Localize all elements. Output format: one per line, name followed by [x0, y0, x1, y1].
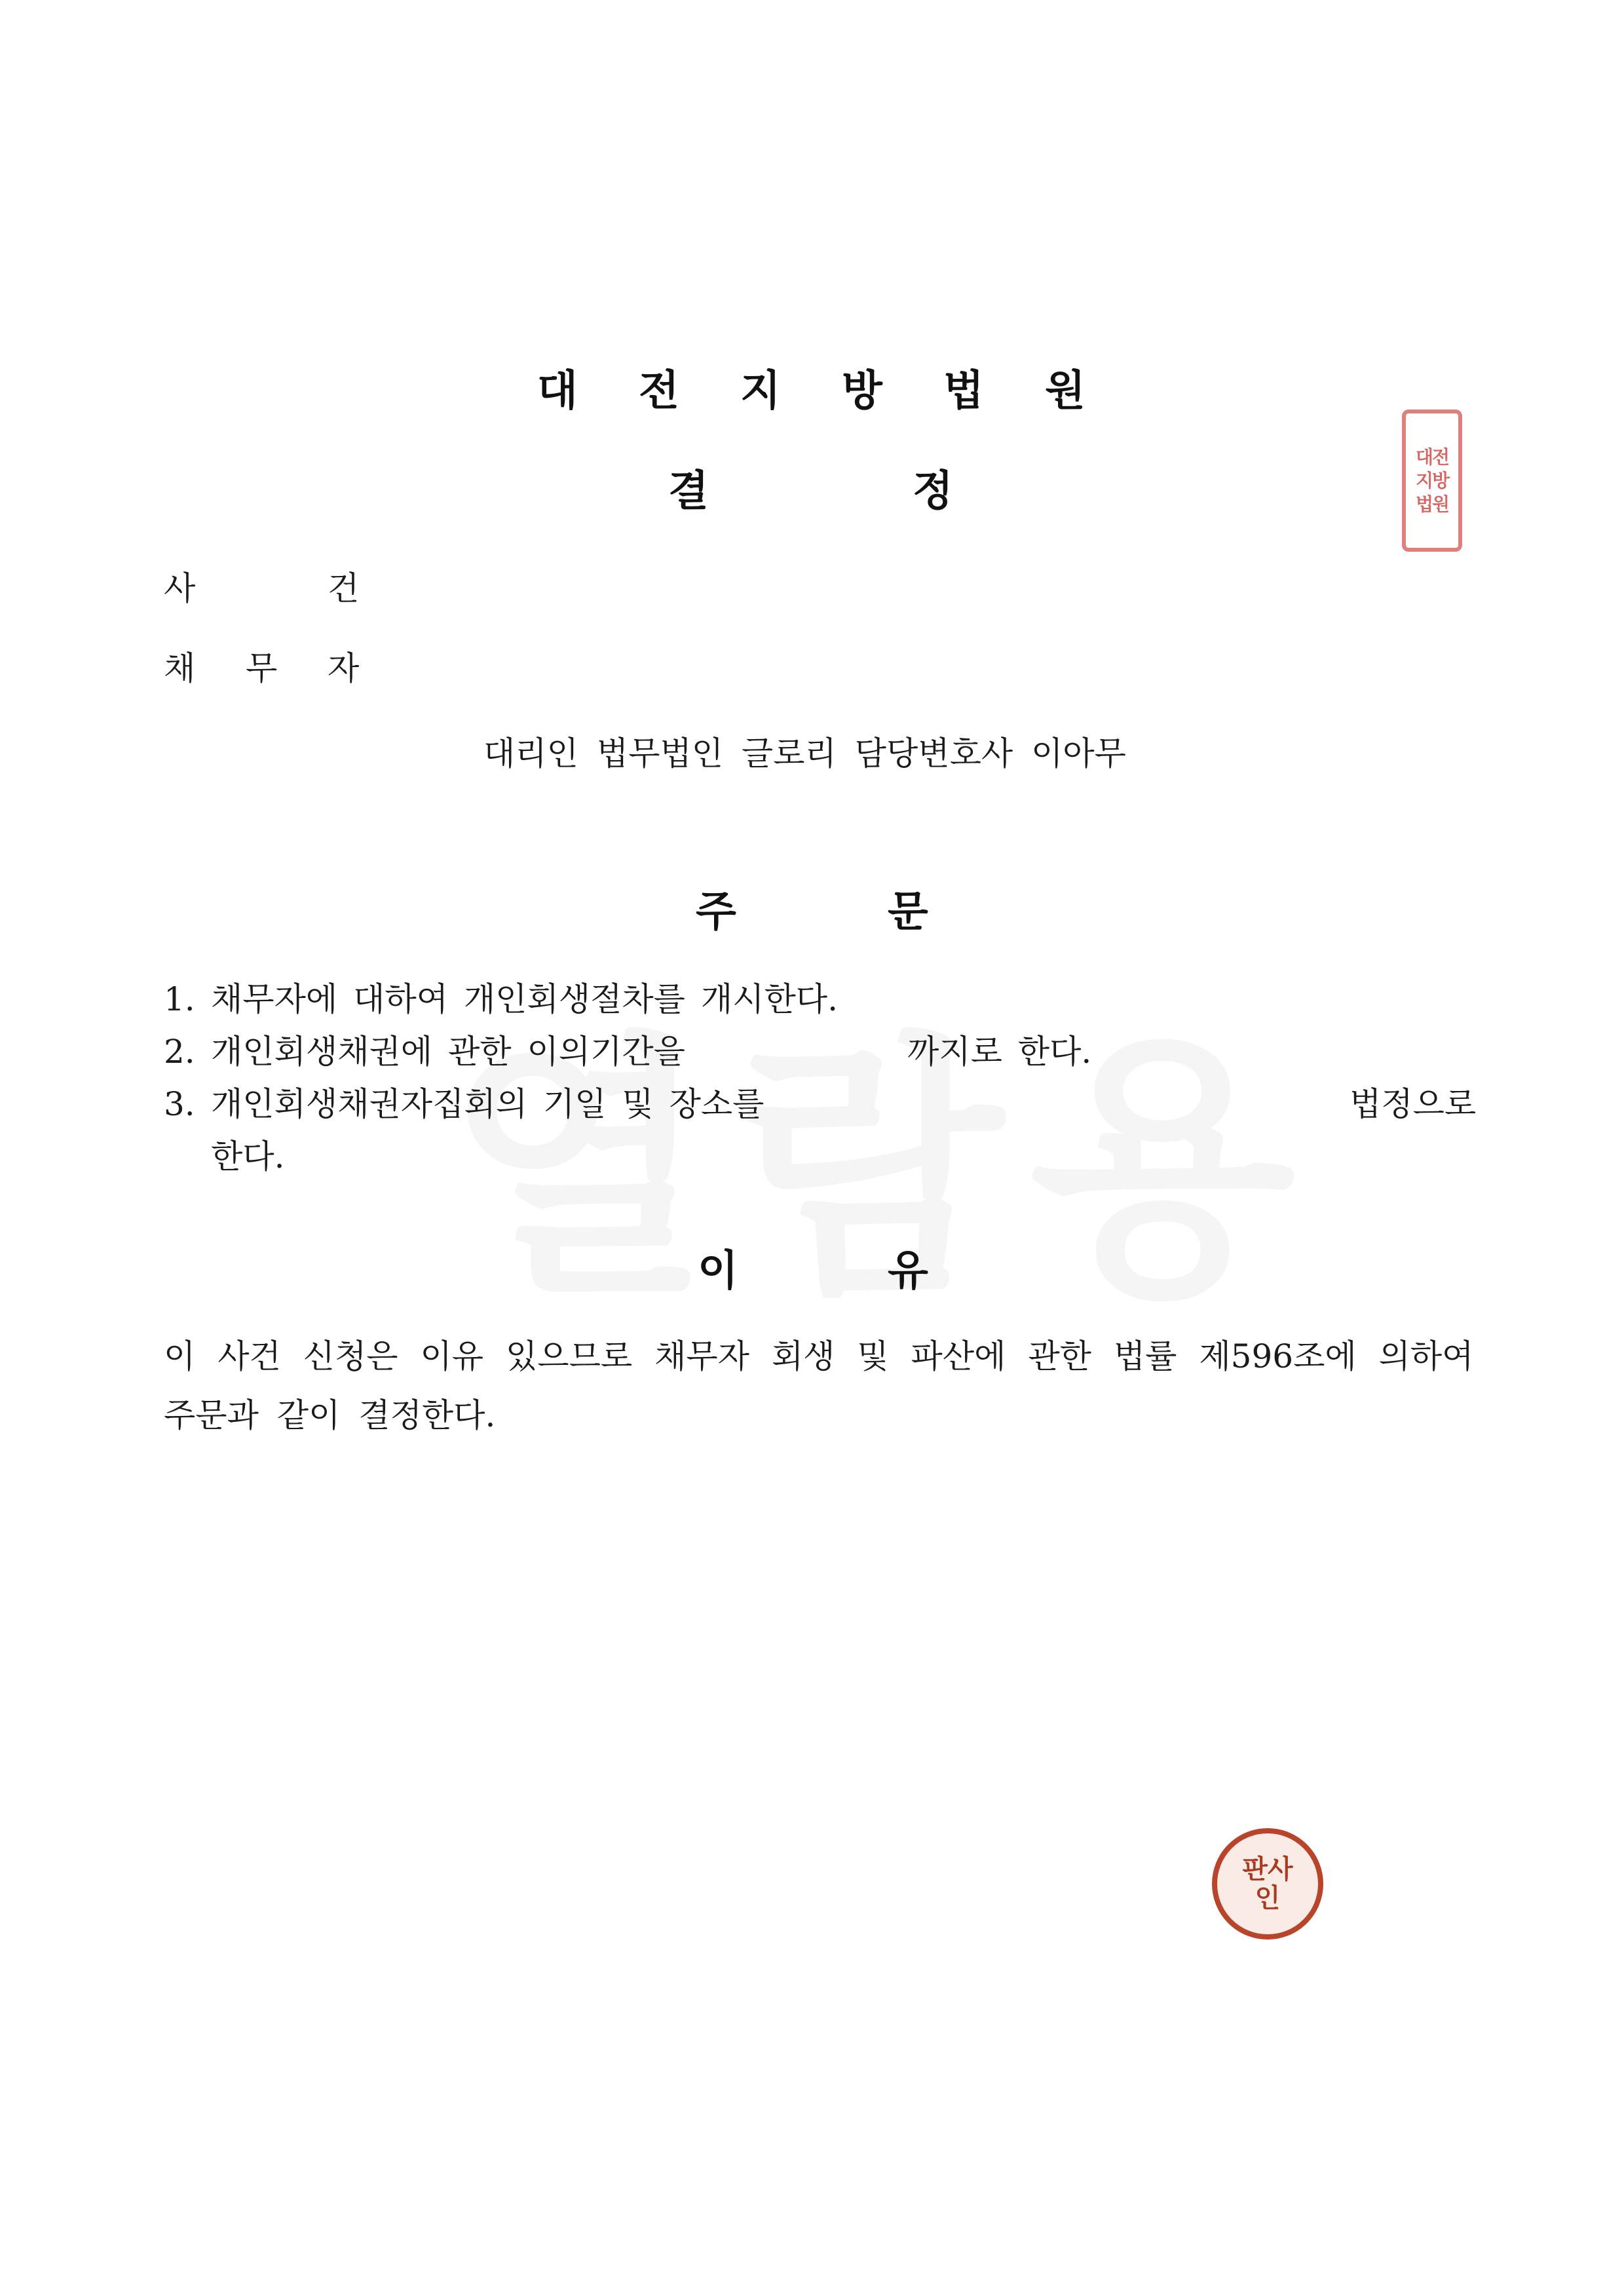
debtor-label-char: 무 [246, 649, 278, 687]
order-heading-char: 문 [888, 888, 928, 936]
order-item-text: 개인회생채권자집회의 기일 및 장소를 [211, 1085, 765, 1123]
order-item-text-after: 법정으로 [1350, 1085, 1477, 1123]
order-item-number: 3. [164, 1085, 195, 1123]
court-name-char: 방 [842, 367, 882, 415]
case-label-char: 건 [328, 569, 360, 607]
reason-line: 주문과 같이 결정한다. [164, 1396, 496, 1434]
order-item-text-after: 까지로 한다. [907, 1033, 1092, 1071]
order-heading-char: 주 [696, 888, 736, 936]
debtor-label-char: 채 [164, 649, 196, 687]
court-name-char: 대 [537, 367, 578, 415]
reason-line: 이 사건 신청은 이유 있으므로 채무자 회생 및 파산에 관한 법률 제596조에 의하여 [164, 1337, 1474, 1375]
court-seal-line: 대전 [1415, 446, 1449, 468]
reason-heading-char: 유 [888, 1247, 928, 1295]
court-name-char: 원 [1045, 367, 1086, 415]
decision-title-char: 결 [668, 467, 709, 516]
order-item-number: 1. [164, 980, 195, 1018]
court-name-char: 법 [943, 367, 984, 415]
judge-seal [1199, 1808, 1293, 1959]
case-label-char: 사 [164, 569, 196, 607]
judge-seal-line: 인 [1255, 1883, 1281, 1913]
reason-heading-char: 이 [698, 1247, 738, 1295]
agent-line: 대리인 법무법인 글로리 담당변호사 이아무 [483, 735, 1126, 773]
court-name-char: 지 [740, 367, 781, 415]
court-name-char: 전 [639, 367, 679, 415]
judge-seal-circle [1212, 1828, 1323, 1940]
judge-seal-line: 판사 [1242, 1854, 1293, 1885]
court-seal [1402, 410, 1462, 552]
order-item-text: 채무자에 대하여 개인회생절차를 개시한다. [211, 980, 838, 1018]
decision-title-char: 정 [913, 467, 953, 516]
debtor-label-char: 자 [328, 649, 360, 687]
court-seal-line: 법원 [1415, 493, 1449, 515]
order-item-text: 개인회생채권에 관한 이의기간을 [211, 1033, 685, 1071]
order-item-continuation: 한다. [211, 1138, 285, 1176]
court-seal-line: 지방 [1415, 469, 1449, 491]
order-item-number: 2. [164, 1033, 195, 1071]
